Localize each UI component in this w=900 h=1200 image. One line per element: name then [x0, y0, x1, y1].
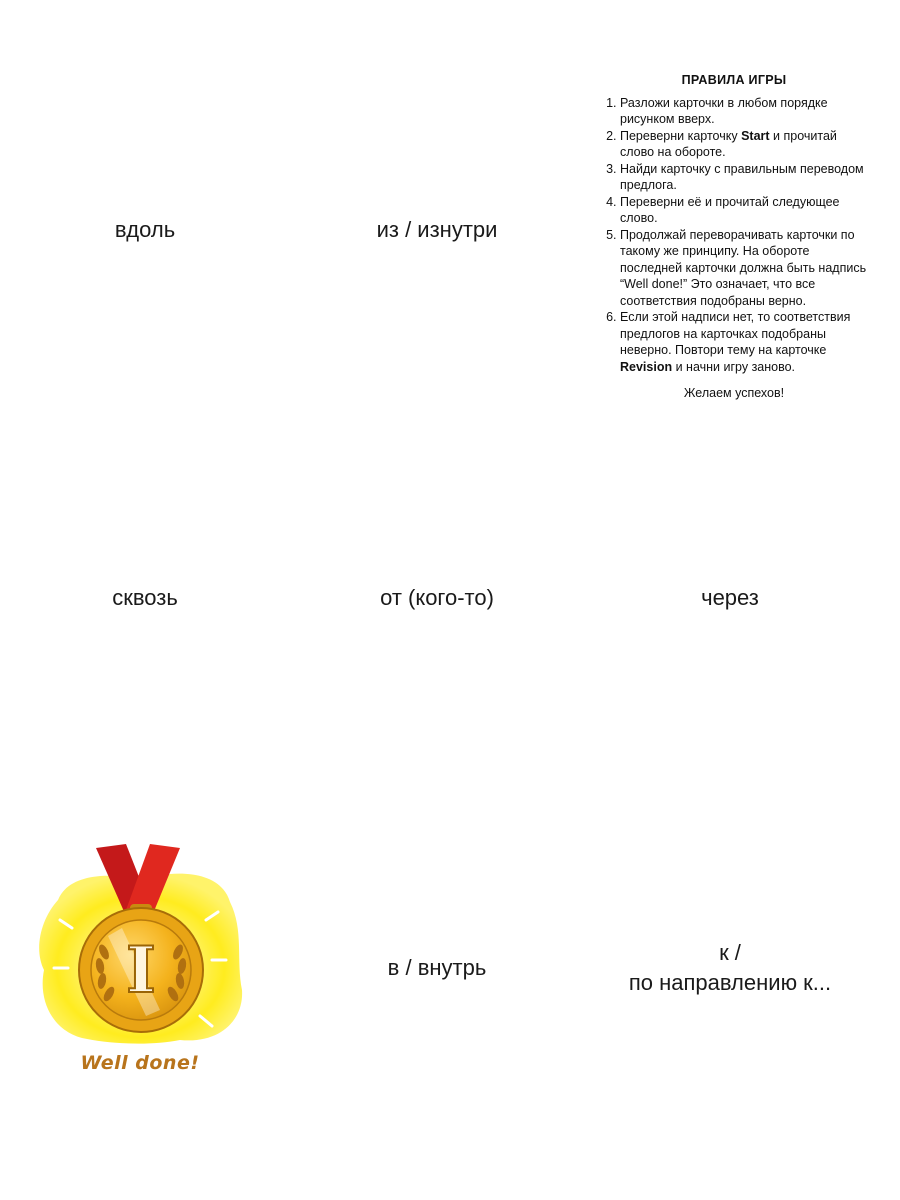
rules-wish: Желаем успехов! [683, 386, 785, 400]
rules-title: ПРАВИЛА ИГРЫ [681, 73, 787, 87]
rules-card [600, 72, 868, 402]
card-k [585, 784, 875, 1152]
card-vdol [0, 46, 290, 414]
gold-medal-icon [30, 840, 250, 1050]
card-v-text: в / внутрь [387, 955, 487, 981]
card-iz [292, 46, 582, 414]
rules-item-4: 4. Переверни её и прочитай следующее слово. [620, 194, 868, 227]
rules-item-6: 6. Если этой надписи нет, то соответствия предлогов на карточках подобраны неверно. Повтори тему на карточке Revision и начни игру заново. [620, 309, 868, 375]
rules-item-3: 3. Найди карточку с правильным переводом предлога. [620, 161, 868, 194]
rules-item-5: 5. Продолжай переворачивать карточки по такому же принципу. На обороте последней карточки должна быть надпись “Well done!” Это означает, что все соответствия подобраны верно. [620, 227, 868, 310]
card-k-line2: по направлению к... [628, 970, 832, 995]
card-ot-text: от (кого-то) [380, 585, 494, 611]
well-done-caption: Well done! [80, 1052, 200, 1074]
rules-item-2: 2. Переверни карточку Start и прочитай слово на обороте. [620, 128, 868, 161]
rules-item-1: 1. Разложи карточки в любом порядке рисунком вверх. [620, 95, 868, 128]
medal-letter: I [126, 933, 156, 1008]
card-iz-text: из / изнутри [376, 217, 498, 243]
card-k-line1: к / [719, 940, 741, 966]
well-done-card [30, 840, 250, 1090]
card-cherez-text: через [701, 585, 759, 611]
card-skvoz [0, 414, 290, 782]
card-v [292, 784, 582, 1152]
card-skvoz-text: сквозь [112, 585, 178, 611]
card-ot [292, 414, 582, 782]
card-cherez [585, 414, 875, 782]
card-vdol-text: вдоль [114, 217, 176, 243]
rules-list [600, 95, 868, 376]
